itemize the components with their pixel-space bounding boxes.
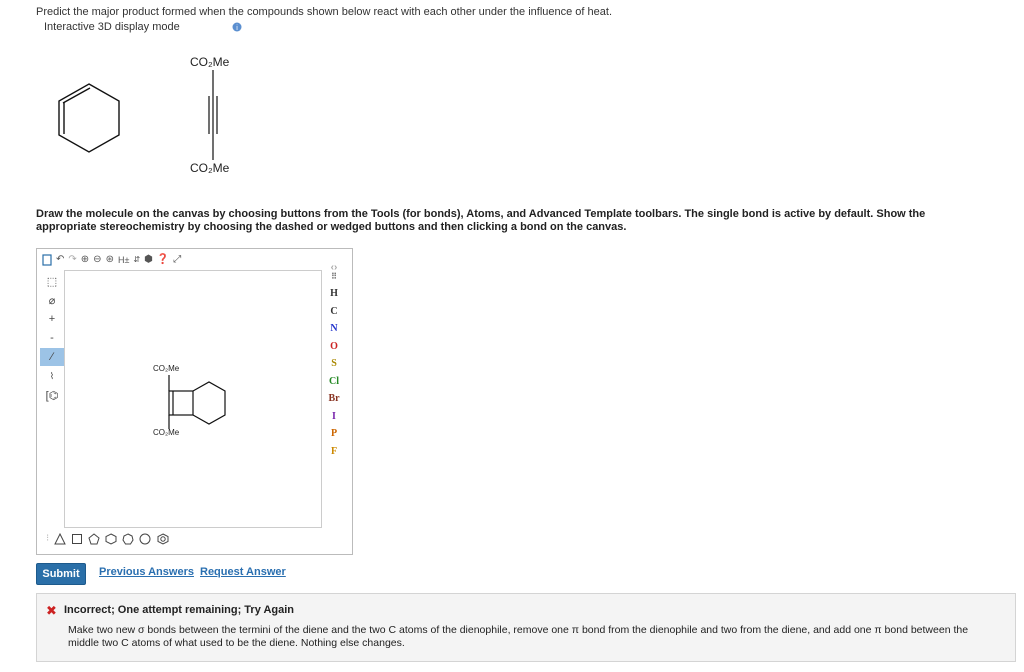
drawing-instructions: Draw the molecule on the canvas by choosing buttons from the Tools (for bonds), Atoms, and Advanced Template toolbars. The single bond is active by default. Show the appropriate stereochemistry by choosing the dashed or wedged buttons and then clicking a bond on the canvas. — [36, 208, 926, 233]
template-tool-icon[interactable]: [⌬ — [45, 389, 59, 402]
editor-top-toolbar — [42, 252, 181, 268]
expand-icon[interactable]: ⤢ — [173, 254, 182, 265]
scroll-up-icon[interactable]: ‹› — [330, 262, 338, 273]
request-answer-link[interactable]: Request Answer — [200, 566, 286, 578]
erase-tool-icon[interactable]: ⌀ — [48, 294, 56, 307]
zoom-in-icon[interactable]: ⊕ — [80, 254, 90, 265]
feedback-body: Make two new σ bonds between the termini of the diene and the two C atoms of the dienophile, remove one π bond from the dienophile and two from the diene, and add one π bond between the middle two C atoms of what used to be the diene. Nothing else changes. — [68, 624, 969, 649]
dienophile-structure — [209, 70, 217, 160]
square-template-icon[interactable] — [71, 533, 83, 545]
atom-button-h[interactable]: H — [330, 288, 338, 299]
circle-template-icon[interactable] — [139, 533, 151, 545]
cyclohexadiene-structure — [59, 84, 119, 152]
drawn-top-group: CO₂Me — [153, 364, 180, 373]
charge-minus-icon[interactable]: - — [50, 332, 54, 344]
triangle-template-icon[interactable] — [54, 533, 66, 545]
benzene-template-icon[interactable] — [156, 533, 170, 545]
atom-button-i[interactable]: I — [332, 410, 336, 422]
pentagon-template-icon[interactable] — [88, 533, 100, 545]
new-document-icon[interactable] — [42, 254, 52, 266]
atom-button-s[interactable]: S — [331, 358, 337, 369]
atom-button-f[interactable]: F — [330, 445, 338, 457]
zoom-reset-icon[interactable]: ⊛ — [105, 254, 114, 265]
display-mode-label[interactable]: Interactive 3D display mode — [44, 21, 180, 33]
atom-button-cl[interactable]: Cl — [329, 375, 339, 387]
scroll-left-icon[interactable]: ⁝ — [46, 533, 50, 544]
dienophile-bottom-group: CO₂Me — [190, 161, 230, 175]
select-tool-icon[interactable]: ⬚ — [46, 275, 58, 288]
hydrogen-toggle-icon[interactable]: H± — [117, 255, 130, 265]
editor-template-toolbar — [46, 531, 170, 547]
periodic-table-icon[interactable]: ⠿ — [331, 272, 337, 281]
drawn-molecule — [65, 271, 321, 527]
svg-text:i: i — [236, 24, 238, 32]
info-panel-icon[interactable]: ⬢ — [144, 254, 153, 265]
drawn-bottom-group: CO₂Me — [153, 428, 180, 437]
bicyclic-product-structure — [169, 375, 225, 429]
layout-2d3d-icon[interactable]: ⇵ — [133, 255, 141, 264]
question-prompt: Predict the major product formed when the compounds shown below react with each other under the influence of heat. — [36, 6, 613, 18]
reactants-figure — [40, 50, 300, 190]
atom-button-br[interactable]: Br — [328, 393, 340, 404]
redo-icon[interactable]: ↷ — [68, 254, 77, 265]
previous-answers-link[interactable]: Previous Answers — [99, 566, 194, 578]
atom-button-p[interactable]: P — [330, 428, 338, 439]
help-icon[interactable]: ❓ — [156, 254, 170, 265]
submit-button[interactable]: Submit — [36, 563, 86, 585]
atom-button-c[interactable]: C — [330, 305, 338, 317]
dienophile-top-group: CO₂Me — [190, 55, 230, 69]
info-icon[interactable] — [232, 22, 242, 32]
reactant-structures — [40, 50, 300, 190]
undo-icon[interactable]: ↶ — [56, 254, 65, 265]
chain-tool-icon[interactable]: ⌇ — [49, 370, 55, 381]
atom-button-n[interactable]: N — [330, 323, 338, 334]
drawing-canvas[interactable] — [64, 270, 322, 528]
feedback-title: Incorrect; One attempt remaining; Try Again — [64, 604, 295, 616]
incorrect-icon: ✖ — [46, 603, 57, 618]
charge-plus-icon[interactable]: + — [48, 313, 56, 325]
atom-button-o[interactable]: O — [330, 340, 338, 352]
heptagon-template-icon[interactable] — [122, 533, 134, 545]
zoom-out-icon[interactable]: ⊖ — [93, 254, 102, 265]
hexagon-template-icon[interactable] — [105, 533, 117, 545]
single-bond-tool-icon[interactable]: ∕ — [40, 348, 64, 366]
